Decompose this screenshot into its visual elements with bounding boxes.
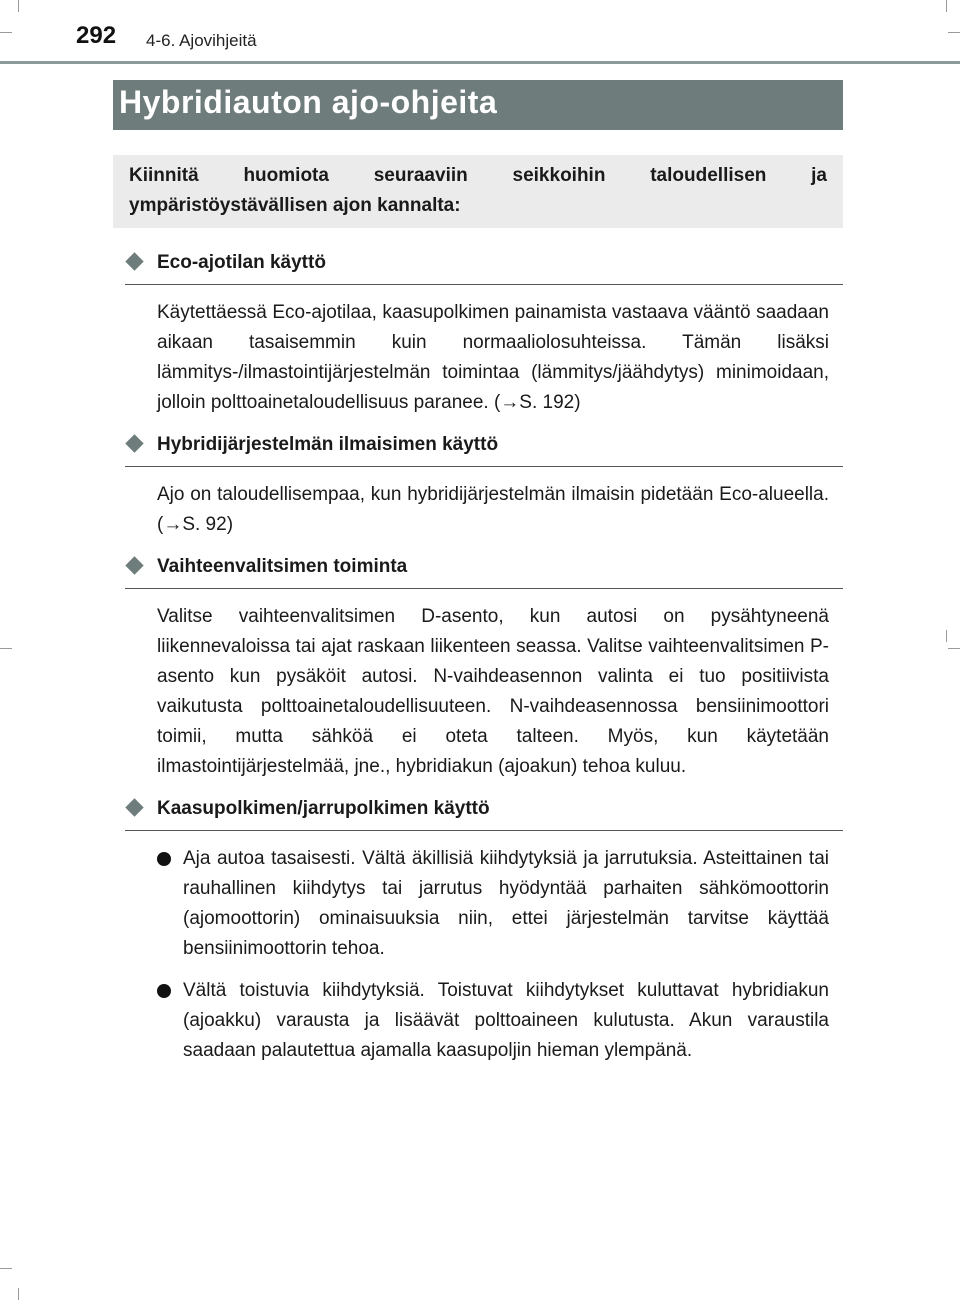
heading-rule — [125, 466, 843, 467]
section-heading — [113, 430, 843, 470]
crop-mark — [0, 648, 12, 649]
diamond-bullet-icon — [125, 252, 143, 270]
title-bar — [113, 80, 843, 130]
section-heading — [113, 794, 843, 834]
diamond-bullet-icon — [125, 556, 143, 574]
section-reference: 4-6. Ajovihjeitä — [146, 31, 257, 50]
section-paragraph: Valitse vaihteenvalitsimen D-asento, kun autosi on pysähtyneenä liikennevaloissa tai ajat raskaan liikenteen seassa. Valitse vaihteenvalitsimen P-asento kun pysäköit autosi. N-vaihdeasennon valinta ei tuo positiivista vaikutusta polttoainetaloudellisuuteen. N-vaihdeasennossa bensiinimoottori toimii, mutta sähköä ei oteta talteen. Myös, kun käytetään ilmastointijärjestelmää, jne., hybridiakun (ajoakun) tehoa kuluu. — [157, 606, 829, 777]
section-eco-mode — [113, 248, 843, 418]
list-item-text: Vältä toistuvia kiihdytyksiä. Toistuvat kiihdytykset kuluttavat hybridiakun (ajoakku) varausta ja lisäävät polttoaineen kulutusta. Akun varaustila saadaan palautettua ajamalla kaasupoljin hieman ylempänä. — [183, 980, 829, 1061]
section-hybrid-indicator — [113, 430, 843, 540]
heading-rule — [125, 284, 843, 285]
bullet-dot-icon — [157, 984, 171, 998]
list-item — [157, 844, 829, 964]
section-paragraph: Ajo on taloudellisempaa, kun hybridijärjestelmän ilmaisin pidetään Eco-alueella. (→S. 92) — [157, 484, 829, 535]
page-title: Hybridiauton ajo-ohjeita — [119, 84, 498, 120]
list-item — [157, 976, 829, 1066]
content — [113, 248, 843, 1078]
crop-mark — [946, 630, 947, 642]
section-heading — [113, 552, 843, 592]
section-pedals — [113, 794, 843, 1066]
section-heading-text: Vaihteenvalitsimen toiminta — [157, 556, 408, 577]
section-heading — [113, 248, 843, 288]
crop-mark — [0, 1268, 12, 1269]
section-heading-text: Hybridijärjestelmän ilmaisimen käyttö — [157, 434, 499, 455]
section-shift-lever — [113, 552, 843, 782]
intro-text: Kiinnitä huomiota seuraaviin seikkoihin taloudellisen ja ympäristöystävällisen ajon kannalta: — [129, 165, 827, 216]
section-heading-text: Kaasupolkimen/jarrupolkimen käyttö — [157, 798, 490, 819]
header-rule — [0, 61, 960, 64]
page-number: 292 — [76, 22, 117, 49]
intro-box — [113, 155, 843, 228]
crop-mark — [948, 648, 960, 649]
heading-rule — [125, 588, 843, 589]
list-item-text: Aja autoa tasaisesti. Vältä äkillisiä kiihdytyksiä ja jarrutuksia. Asteittainen tai rauhallinen kiihdytys tai jarrutus hyödyntää parhaiten sähkömoottorin (ajomoottorin) ominaisuuksia niin, ettei järjestelmän tarvitse käyttää bensiinimoottorin tehoa. — [183, 848, 829, 959]
section-heading-text: Eco-ajotilan käyttö — [157, 252, 326, 273]
crop-mark — [18, 1288, 19, 1300]
page-header — [0, 0, 960, 64]
section-paragraph: Käytettäessä Eco-ajotilaa, kaasupolkimen painamista vastaava vääntö saadaan aikaan tasaisemmin kuin normaaliolosuhteissa. Tämän lisäksi lämmitys-/ilmastointijärjestelmän toimintaa (lämmitys/jäähdytys) minimoidaan, jolloin polttoainetaloudellisuus paranee. (→S. 192) — [157, 302, 829, 413]
diamond-bullet-icon — [125, 798, 143, 816]
bullet-dot-icon — [157, 852, 171, 866]
heading-rule — [125, 830, 843, 831]
diamond-bullet-icon — [125, 434, 143, 452]
